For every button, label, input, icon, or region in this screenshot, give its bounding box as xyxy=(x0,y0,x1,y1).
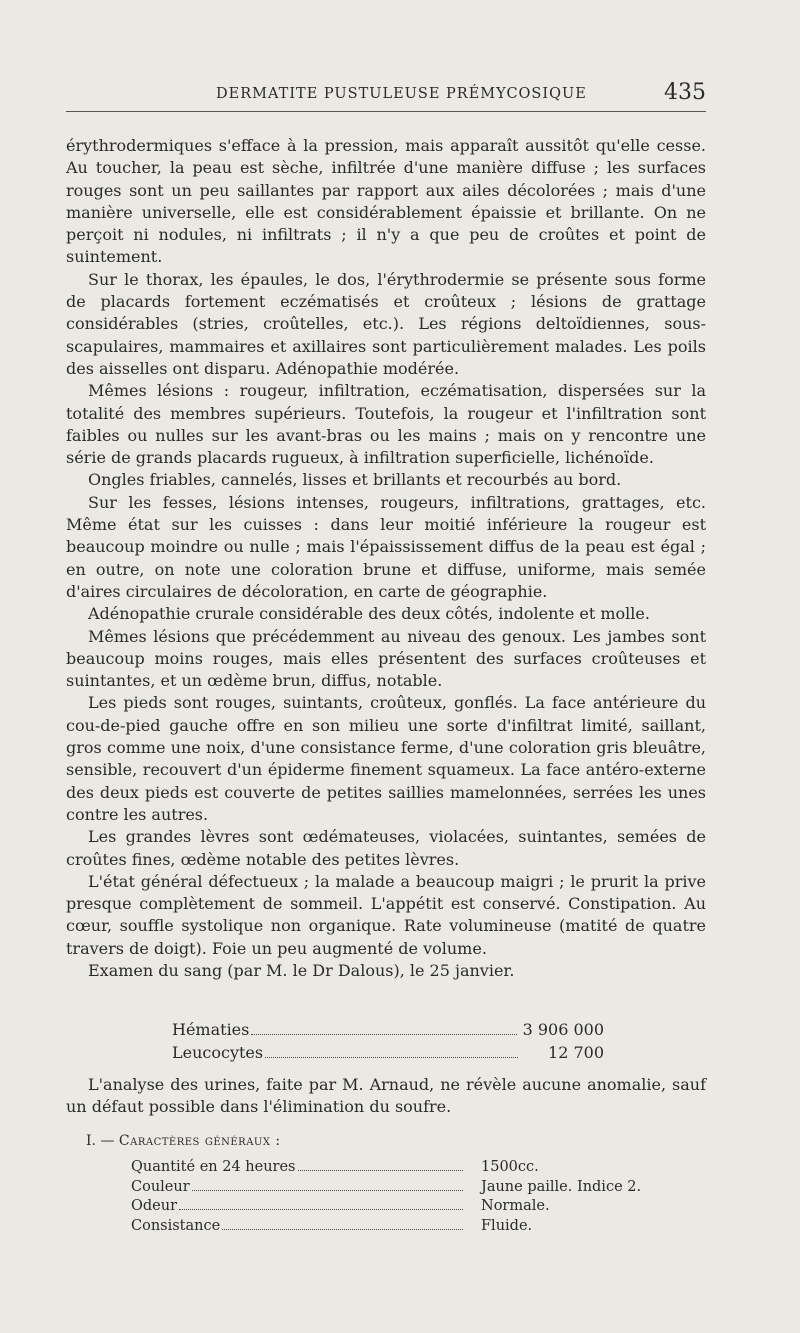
paragraph: Mêmes lésions : rougeur, infiltration, eczématisation, dispersées sur la totalité des membres supérieurs. Toutefois, la rougeur et l'infiltration sont faibles ou nulles sur les avant-bras ou les mains ; mais on y rencontre une série de grands placards rugueux, à infiltration superficielle, lichénoïde. xyxy=(66,381,706,468)
characteristic-label: Odeur xyxy=(131,1198,178,1214)
leader-dots xyxy=(222,1229,463,1230)
page-number: 435 xyxy=(664,80,706,105)
paragraph: Sur les fesses, lésions intenses, rougeurs, infiltrations, grattages, etc. Même état sur les cuisses : dans leur moitié inférieure la rougeur est beaucoup moindre ou nulle ; mais l'épaississement diffus de la peau est égal ; en outre, on note une coloration brune et diffuse, uniforme, mais semée d'aires circulaires de décoloration, en carte de géographie. xyxy=(66,492,706,601)
section-dash: — xyxy=(100,1133,115,1149)
section-numeral: I. xyxy=(86,1133,96,1149)
characteristic-value: Normale. xyxy=(481,1198,550,1214)
characteristic-row xyxy=(131,1197,651,1217)
paragraph: L'état général défectueux ; la malade a beaucoup maigri ; le prurit la prive presque complètement de sommeil. L'appétit est conservé. Constipation. Au cœur, souffle systolique non organique. Rate volumineuse (matité de quatre travers de doigt). Foie un peu augmenté de volume. xyxy=(66,871,706,958)
leader-dots xyxy=(251,1034,516,1035)
urine-text xyxy=(66,1074,706,1119)
blood-label: Hématies xyxy=(172,1020,250,1039)
paragraph: Sur le thorax, les épaules, le dos, l'érythrodermie se présente sous forme de placards fortement eczématisés et croûteux ; lésions de grattage considérables (stries, croûtelles, etc.). Les régions deltoïdiennes, sous-scapulaires, mammaires et axillaires sont particulièrement malades. Les poils des aisselles ont disparu. Adénopathie modérée. xyxy=(66,269,706,378)
paragraph: Les pieds sont rouges, suintants, croûteux, gonflés. La face antérieure du cou-de-pied gauche offre en son milieu une sorte d'infiltrat limité, saillant, gros comme une noix, d'une consistance ferme, d'une coloration gris bleuâtre, sensible, recouvert d'un épiderme finement squameux. La face antéro-externe des deux pieds est couverte de petites saillies mamelonnées, serrées les unes contre les autres. xyxy=(66,693,706,824)
leader-dots xyxy=(265,1057,518,1058)
paragraph: Adénopathie crurale considérable des deux côtés, indolente et molle. xyxy=(88,604,650,624)
paragraph: Examen du sang (par M. le Dr Dalous), le 25 janvier. xyxy=(88,960,515,980)
blood-label: Leucocytes xyxy=(172,1043,264,1062)
characteristic-row xyxy=(131,1217,651,1237)
characteristic-row xyxy=(131,1178,651,1198)
paragraph: érythrodermiques s'efface à la pression, mais apparaît aussitôt qu'elle cesse. Au toucher, la peau est sèche, infiltrée d'une manière diffuse ; les surfaces rouges sont un peu saillantes par rapport aux ailes décolorées ; mais d'une manière universelle, elle est considérablement épaissie et brillante. On ne perçoit ni nodules, ni infiltrats ; il n'y a que peu de croûtes et point de suintement. xyxy=(66,136,706,267)
urine-paragraph: L'analyse des urines, faite par M. Arnaud, ne révèle aucune anomalie, sauf un défaut possible dans l'élimination du soufre. xyxy=(66,1075,706,1117)
section-heading xyxy=(86,1133,281,1149)
characteristic-label: Consistance xyxy=(131,1217,221,1234)
leader-dots xyxy=(179,1209,463,1210)
paragraph: Les grandes lèvres sont œdémateuses, violacées, suintantes, semées de croûtes fines, œdème notable des petites lèvres. xyxy=(66,827,706,869)
blood-row xyxy=(172,1018,604,1041)
blood-value: 3 906 000 xyxy=(522,1020,604,1039)
paragraph: Mêmes lésions que précédemment au niveau des genoux. Les jambes sont beaucoup moins rouges, mais elles présentent des surfaces croûteuses et suintantes, et un œdème brun, diffus, notable. xyxy=(66,626,706,691)
blood-row xyxy=(172,1041,604,1064)
characteristic-label: Couleur xyxy=(131,1178,190,1195)
characteristic-value: Fluide. xyxy=(481,1217,533,1234)
characteristic-label: Quantité en 24 heures xyxy=(131,1159,296,1175)
leader-dots xyxy=(298,1170,464,1171)
leader-dots xyxy=(192,1190,463,1191)
characteristic-row xyxy=(131,1158,651,1178)
characteristic-value: Jaune paille. Indice 2. xyxy=(481,1178,642,1195)
blood-exam-table xyxy=(172,1018,604,1064)
page-header xyxy=(66,80,706,120)
body-text xyxy=(66,135,706,982)
characteristics-table xyxy=(131,1158,651,1236)
paragraph: Ongles friables, cannelés, lisses et brillants et recourbés au bord. xyxy=(88,470,622,490)
blood-value: 12 700 xyxy=(548,1043,604,1062)
running-title: DERMATITE PUSTULEUSE PRÉMYCOSIQUE xyxy=(216,86,587,102)
section-title: Caractères généraux : xyxy=(118,1133,281,1149)
characteristic-value: 1500cc. xyxy=(481,1159,539,1175)
header-rule xyxy=(66,111,706,112)
